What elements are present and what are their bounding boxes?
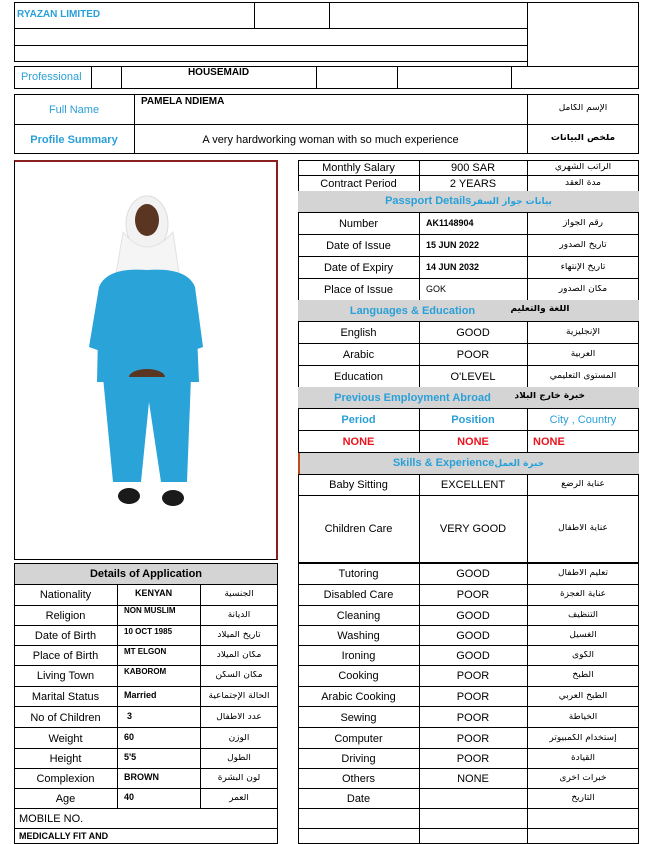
skill-baby-label: Baby Sitting (329, 479, 388, 491)
lang-arabic-value: POOR (456, 349, 490, 361)
skill-cleaning-value: GOOD (456, 610, 490, 622)
religion-value: NON MUSLIM (124, 607, 176, 615)
skill-ironing-ar: الكوى (572, 651, 594, 660)
lang-english-value: GOOD (456, 327, 490, 339)
employment-col-period: Period (341, 414, 376, 426)
passport-place-ar: مكان الصدور (558, 285, 608, 294)
education-label: Education (334, 371, 383, 383)
employment-period-value: NONE (342, 436, 375, 448)
lang-english-ar: الإنجليزية (566, 328, 600, 337)
living-town-label: Living Town (36, 670, 95, 682)
dob-label: Date of Birth (34, 630, 97, 642)
skill-others-label: Others (341, 773, 375, 785)
skill-cooking-ar: الطبخ (572, 671, 594, 680)
period-label: Contract Period (320, 178, 397, 190)
skill-date-label: Date (346, 793, 371, 805)
complexion-label: Complexion (36, 773, 95, 785)
passport-issue-ar: تاريخ الصدور (559, 241, 607, 250)
full-name-value: PAMELA NDIEMA (141, 96, 225, 107)
skill-ironing-value: GOOD (456, 650, 490, 662)
passport-expiry-label: Date of Expiry (323, 262, 394, 274)
employment-heading-ar: خبرة خارج البلاد (514, 392, 585, 401)
skill-washing-label: Washing (337, 630, 380, 642)
details-heading: Details of Application (89, 568, 203, 580)
skill-cleaning-ar: التنظيف (567, 611, 599, 620)
nationality-value: KENYAN (135, 589, 173, 598)
passport-heading (298, 195, 639, 208)
skill-tutoring-ar: تعليم الأطفال (557, 569, 609, 578)
lang-arabic-ar: العربية (570, 350, 596, 359)
skill-cooking-label: Cooking (338, 670, 379, 682)
marital-value: Married (124, 691, 157, 700)
skill-arabic-cooking-value: POOR (456, 691, 490, 703)
weight-label: Weight (48, 733, 83, 745)
dob-ar: تاريخ الميلاد (217, 631, 261, 640)
passport-issue-value: 15 JUN 2022 (426, 241, 480, 250)
skill-disabled-label: Disabled Care (323, 589, 394, 601)
skill-computer-ar: إستخدام الكمبيوتر (549, 734, 617, 743)
age-value: 40 (124, 793, 135, 802)
skill-ironing-label: Ironing (341, 650, 376, 662)
mobile-label: MOBILE NO. (19, 813, 84, 825)
passport-issue-label: Date of Issue (326, 240, 391, 252)
passport-number-value: AK1148904 (426, 219, 474, 228)
marital-ar: الحالة الإجتماعية (208, 692, 270, 701)
living-town-ar: مكان السكن (215, 671, 263, 680)
religion-label: Religion (45, 610, 86, 622)
passport-heading-ar: بيانات جواز السفر (471, 197, 552, 207)
summary-value: A very hardworking woman with so much experience (202, 134, 459, 146)
skill-driving-value: POOR (456, 753, 490, 765)
lang-english-label: English (340, 327, 377, 339)
pob-label: Place of Birth (32, 650, 99, 662)
passport-heading-en: Passport Details (385, 195, 472, 207)
skill-washing-ar: الغسيل (569, 631, 597, 640)
skill-children-value: VERY GOOD (439, 523, 507, 535)
skill-tutoring-value: GOOD (456, 568, 490, 580)
skill-washing-value: GOOD (456, 630, 490, 642)
skill-sewing-label: Sewing (340, 712, 377, 724)
period-ar: مدة العقد (565, 179, 601, 188)
dob-value: 10 OCT 1985 (124, 628, 173, 636)
lang-arabic-label: Arabic (342, 349, 375, 361)
religion-ar: الديانة (227, 611, 251, 620)
summary-ar: ملخص البيانات (550, 134, 616, 143)
medical-label: MEDICALLY FIT AND (19, 832, 109, 841)
skill-disabled-value: POOR (456, 589, 490, 601)
marital-label: Marital Status (31, 691, 100, 703)
skill-baby-value: EXCELLENT (440, 479, 506, 491)
skill-sewing-ar: الخياطة (568, 713, 598, 722)
passport-expiry-ar: تاريخ الإنتهاء (560, 263, 606, 272)
passport-place-value: GOK (426, 285, 447, 294)
professional-label: Professional (21, 71, 82, 83)
employment-heading: Previous Employment Abroad (334, 392, 491, 404)
skill-cleaning-label: Cleaning (336, 610, 381, 622)
height-ar: الطول (227, 754, 251, 763)
weight-ar: الوزن (228, 734, 250, 743)
children-value: 3 (127, 712, 133, 721)
skill-baby-ar: عناية الرضع (561, 480, 605, 489)
employment-col-city: City , Country (549, 414, 617, 426)
skills-heading-ar: خبرة العمل (494, 459, 545, 469)
age-label: Age (55, 793, 76, 805)
period-value: 2 YEARS (449, 178, 497, 190)
header-right-box (527, 2, 639, 67)
skill-computer-label: Computer (334, 733, 383, 745)
photo-frame (14, 160, 278, 560)
skill-children-ar: عناية الأطفال (558, 524, 608, 533)
skill-tutoring-label: Tutoring (338, 568, 379, 580)
passport-number-label: Number (338, 218, 379, 230)
education-ar: المستوى التعليمي (549, 372, 617, 381)
skill-driving-ar: القيادة (571, 754, 595, 763)
summary-label: Profile Summary (30, 134, 118, 146)
skill-others-value: NONE (457, 773, 489, 785)
skill-driving-label: Driving (341, 753, 376, 765)
employment-col-position: Position (451, 414, 495, 426)
nationality-ar: الجنسية (224, 590, 254, 599)
passport-number-ar: رقم الجواز (562, 219, 604, 228)
languages-heading: Languages & Education (349, 305, 476, 317)
complexion-ar: لون البشرة (217, 774, 261, 783)
children-label: No of Children (30, 712, 101, 724)
living-town-value: KABOROM (124, 668, 167, 676)
skill-others-ar: خبرات أخرى (559, 774, 607, 783)
children-ar: عدد الأطفال (216, 713, 262, 722)
skills-heading-en: Skills & Experience (392, 457, 495, 469)
pob-value: MT ELGON (124, 648, 167, 656)
height-label: Height (49, 753, 82, 765)
languages-heading-ar: اللغة والتعليم (510, 305, 570, 314)
company-name: RYAZAN LIMITED (17, 9, 101, 20)
skill-arabic-cooking-label: Arabic Cooking (321, 691, 396, 703)
pob-ar: مكان الميلاد (216, 651, 262, 660)
skill-computer-value: POOR (456, 733, 490, 745)
full-name-ar: الإسم الكامل (558, 104, 608, 113)
skill-cooking-value: POOR (456, 670, 490, 682)
complexion-value: BROWN (124, 773, 159, 782)
person-photo (15, 162, 275, 558)
passport-place-label: Place of Issue (323, 284, 394, 296)
profession-value: HOUSEMAID (187, 67, 250, 78)
height-value: 5'5 (124, 753, 137, 762)
skill-sewing-value: POOR (456, 712, 490, 724)
skill-children-label: Children Care (324, 523, 393, 535)
education-value: O'LEVEL (450, 371, 496, 383)
skill-disabled-ar: عناية العجزة (559, 590, 607, 599)
passport-expiry-value: 14 JUN 2032 (426, 263, 480, 272)
skill-arabic-cooking-ar: الطبخ العربي (558, 692, 608, 701)
weight-value: 60 (124, 733, 135, 742)
age-ar: العمر (229, 794, 249, 803)
professional-row (14, 66, 639, 89)
salary-value: 900 SAR (450, 162, 496, 174)
skill-date-ar: التاريخ (571, 794, 595, 803)
nationality-label: Nationality (39, 589, 92, 601)
employment-position-value: NONE (457, 436, 489, 448)
skills-heading (298, 457, 639, 470)
employment-city-value: NONE (533, 436, 565, 448)
salary-label: Monthly Salary (322, 162, 395, 174)
full-name-label: Full Name (48, 104, 100, 116)
salary-ar: الراتب الشهري (554, 163, 612, 172)
